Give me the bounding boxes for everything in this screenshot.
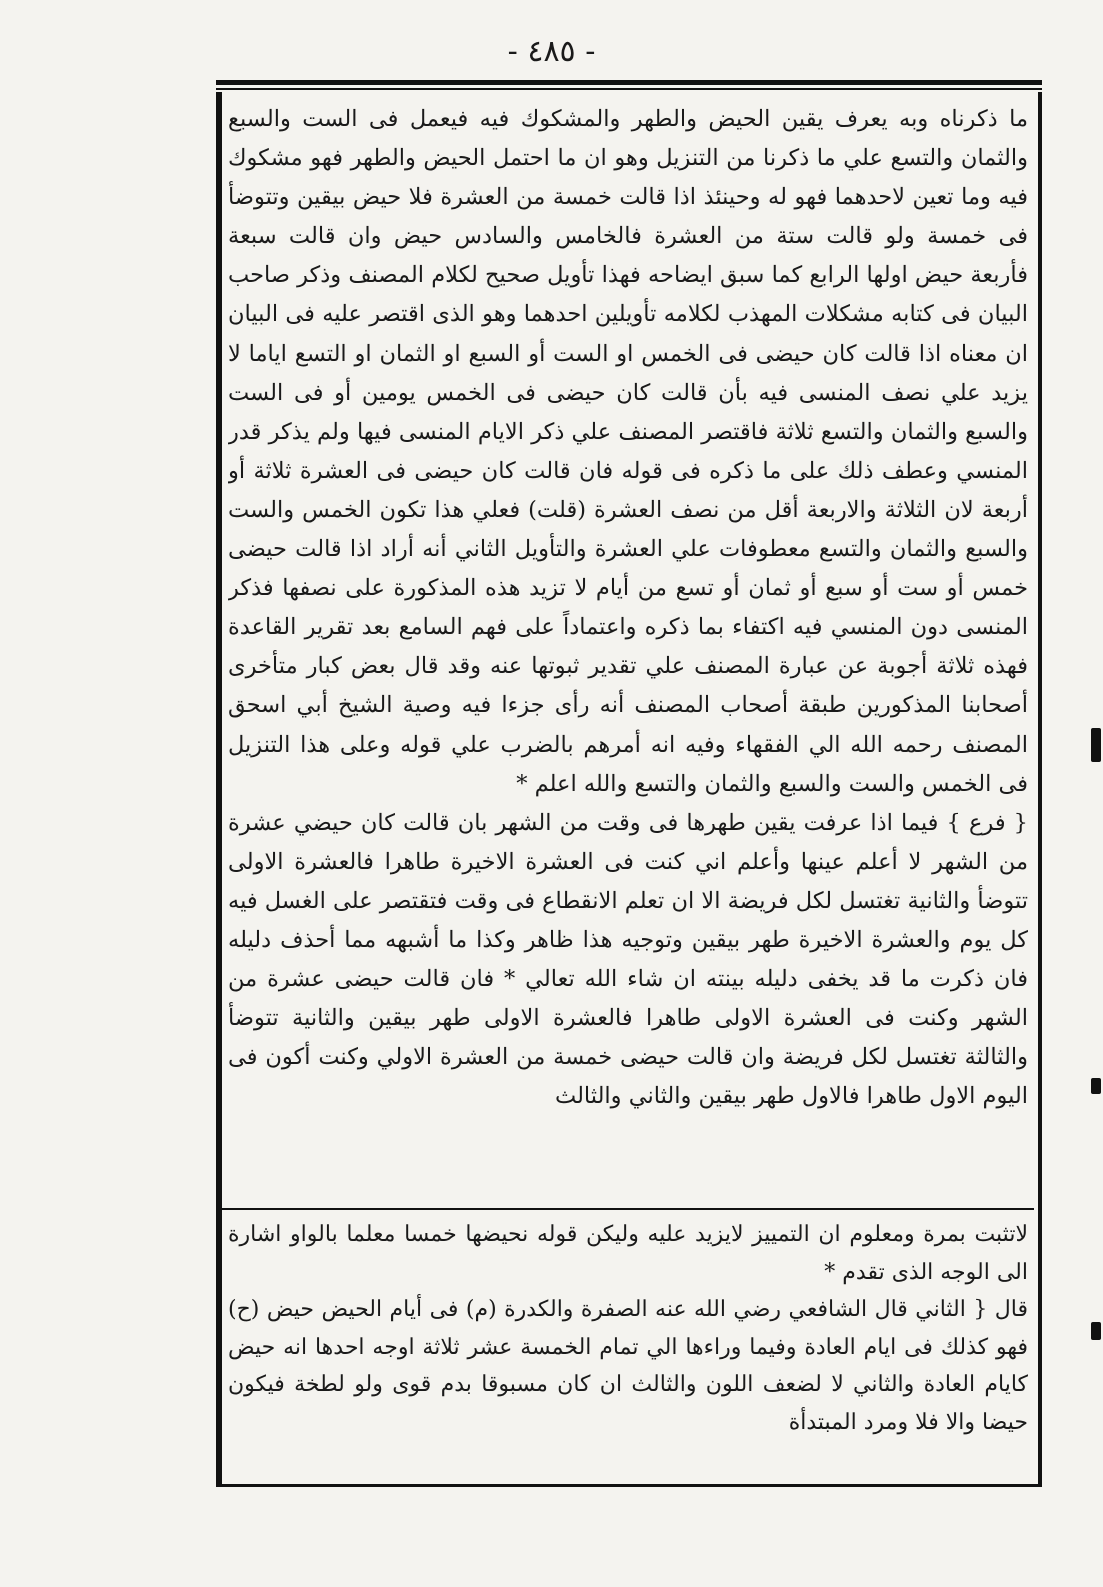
footnote-text: [228, 1216, 1028, 1478]
top-rule-thin: [216, 88, 1042, 90]
top-rule: [216, 80, 1042, 85]
scan-edge-mark: [1091, 1078, 1101, 1094]
main-paragraph-1: ما ذكرناه وبه يعرف يقين الحيض والطهر والمشكوك فيه فيعمل فى الست والسبع والثمان والتسع علي ما ذكرنا من التنزيل وهو ان ما احتمل الحيض والطهر فهو مشكوك فيه وما تعين لاحدهما فهو له وحينئذ اذا قالت خمسة من العشرة فلا حيض بيقين وتتوضأ فى خمسة ولو قالت ستة من العشرة فالخامس والسادس حيض وان قالت سبعة فأربعة حيض اولها الرابع كما سبق ايضاحه فهذا تأويل صحيح لكلام المصنف وذكر صاحب البيان فى كتابه مشكلات المهذب لكلامه تأويلين احدهما وهو الذى اقتصر عليه فى البيان ان معناه اذا قالت كان حيضى فى الخمس او الست أو السبع او الثمان او التسع اياما لا يزيد علي نصف المنسى فيه بأن قالت كان حيضى فى الخمس يومين أو فى الست والسبع والثمان والتسع ثلاثة فاقتصر المصنف علي ذكر الايام المنسى فيها ولم يذكر قدر المنسي وعطف ذلك على ما ذكره فى قوله فان قالت كان حيضى فى العشرة ثلاثة أو أربعة لان الثلاثة والاربعة أقل من نصف العشرة (قلت) فعلي هذا تكون الخمس والست والسبع والثمان والتسع معطوفات علي العشرة والتأويل الثاني أنه أراد اذا قالت حيضى خمس أو ست أو سبع أو ثمان أو تسع من أيام لا تزيد هذه المذكورة على نصفها فذكر المنسى دون المنسي فيه اكتفاء بما ذكره واعتماداً على فهم السامع بعد تقرير القاعدة فهذه ثلاثة أجوبة عن عبارة المصنف علي تقدير ثبوتها عنه وقد قال بعض كبار متأخرى أصحابنا المذكورين طبقة أصحاب المصنف أنه رأى جزءا فيه وصية الشيخ أبي اسحق المصنف رحمه الله الي الفقهاء وفيه انه أمرهم بالضرب علي قوله وعلى هذا التنزيل فى الخمس والست والسبع والثمان والتسع والله اعلم *: [228, 106, 1028, 797]
scan-edge-mark: [1091, 728, 1101, 762]
footnote-separator: [222, 1208, 1034, 1210]
page-number: - ٤٨٥ -: [507, 34, 596, 69]
footnote-paragraph-1: لاتثبت بمرة ومعلوم ان التمييز لايزيد عليه وليكن قوله نحيضها خمسا معلما بالواو اشارة الى الوجه الذى تقدم *: [228, 1222, 1028, 1285]
scan-edge-mark: [1091, 1322, 1101, 1340]
main-text: [228, 100, 1028, 1195]
bottom-rule: [216, 1484, 1042, 1487]
footnote-paragraph-2: قال { الثاني قال الشافعي رضي الله عنه الصفرة والكدرة (م) فى أيام الحيض حيض (ح) فهو كذلك فى ايام العادة وفيما وراءها الي تمام الخمسة عشر ثلاثة اوجه احدها انه حيض كايام العادة والثاني لا لضعف اللون والثالث ان كان مسبوقا بدم قوى ولو لطخة فيكون حيضا والا فلا ومرد المبتدأة: [228, 1297, 1028, 1435]
main-paragraph-2: { فرع } فيما اذا عرفت يقين طهرها فى وقت من الشهر بان قالت كان حيضي عشرة من الشهر لا أعلم عينها وأعلم اني كنت فى العشرة الاخيرة طاهرا فالعشرة الاولى تتوضأ والثانية تغتسل لكل فريضة الا ان تعلم الانقطاع فى وقت فتقتصر على الغسل فيه كل يوم والعشرة الاخيرة طهر بيقين وتوجيه هذا ظاهر وكذا ما أشبهه مما أحذف دليله فان ذكرت ما قد يخفى دليله بينته ان شاء الله تعالي * فان قالت حيضى عشرة من الشهر وكنت فى العشرة الاولى طاهرا فالعشرة الاولى طهر بيقين والثانية تتوضأ والثالثة تغتسل لكل فريضة وان قالت حيضى خمسة من العشرة الاولي وكنت أكون فى اليوم الاول طاهرا فالاول طهر بيقين والثاني والثالث: [228, 809, 1028, 1110]
